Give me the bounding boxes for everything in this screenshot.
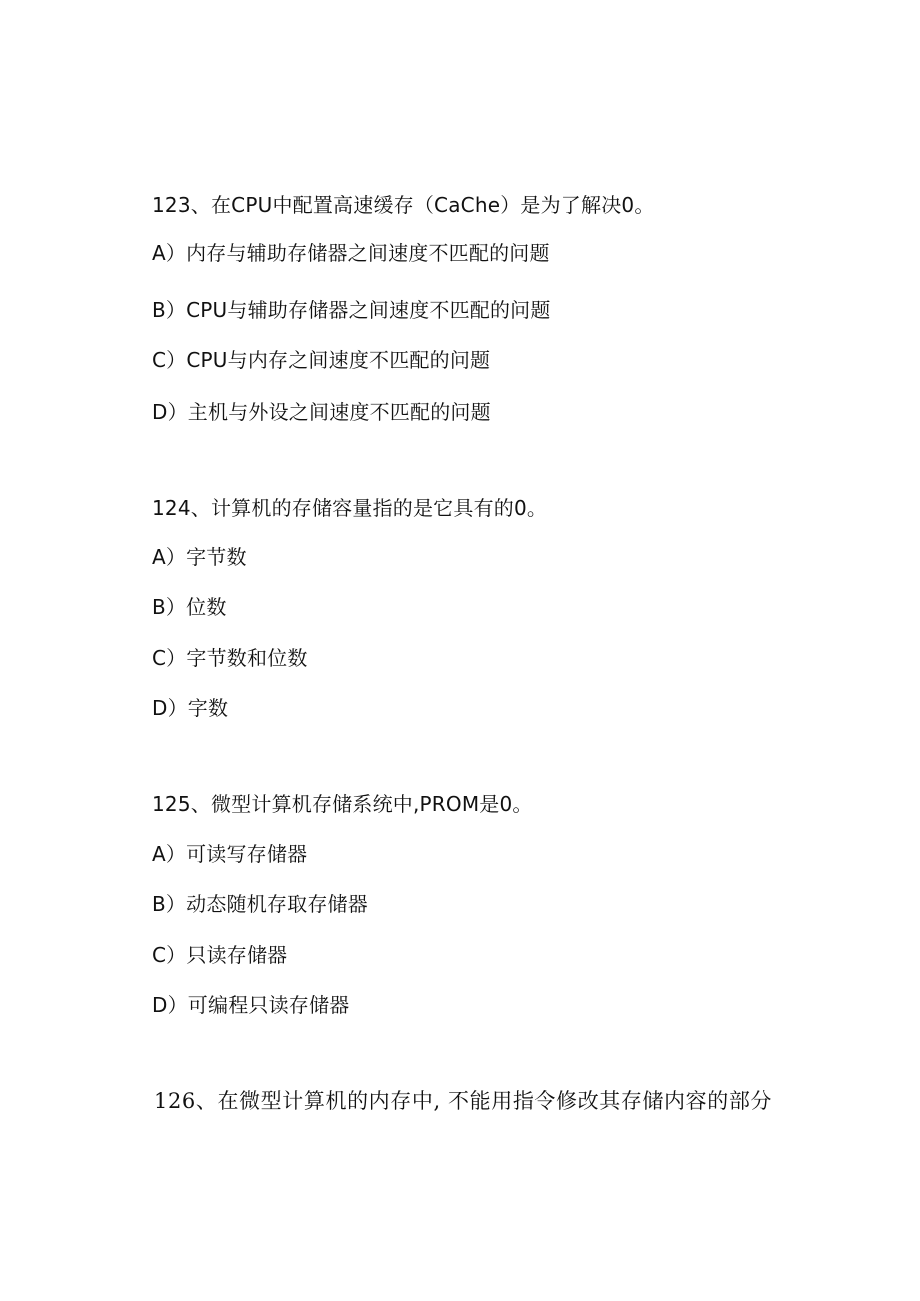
question-123-option-a: A）内存与辅助存储器之间速度不匹配的问题: [152, 241, 550, 265]
question-124-option-a: A）字节数: [152, 545, 247, 569]
question-123-prompt: 123、在CPU中配置高速缓存（CaChe）是为了解决0。: [152, 193, 655, 217]
question-125-option-a: A）可读写存储器: [152, 842, 308, 866]
question-123-option-b: B）CPU与辅助存储器之间速度不匹配的问题: [152, 298, 551, 322]
question-124-option-b: B）位数: [152, 595, 227, 619]
question-125-option-b: B）动态随机存取存储器: [152, 892, 368, 916]
question-123-option-d: D）主机与外设之间速度不匹配的问题: [152, 400, 491, 424]
question-125-option-d: D）可编程只读存储器: [152, 993, 350, 1017]
question-124-option-c: C）字节数和位数: [152, 646, 308, 670]
question-124-option-d: D）字数: [152, 696, 229, 720]
question-124-prompt: 124、计算机的存储容量指的是它具有的0。: [152, 496, 548, 520]
question-126-prompt: 126、在微型计算机的内存中, 不能用指令修改其存储内容的部分: [154, 1089, 773, 1113]
question-125-prompt: 125、微型计算机存储系统中,PROM是0。: [152, 792, 533, 816]
question-123-option-c: C）CPU与内存之间速度不匹配的问题: [152, 348, 491, 372]
question-125-option-c: C）只读存储器: [152, 943, 288, 967]
